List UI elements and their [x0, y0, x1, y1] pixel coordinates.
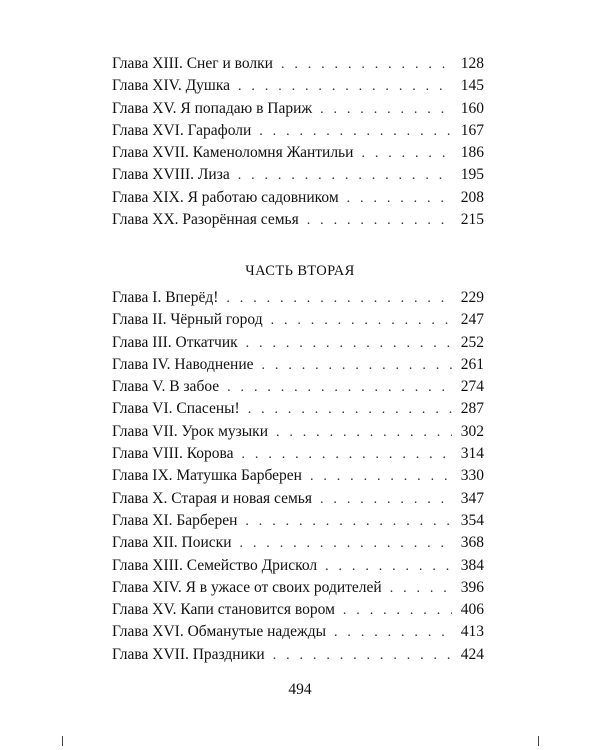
toc-entry [112, 532, 484, 554]
toc-entry-page: 167 [460, 121, 484, 139]
toc-dot-leader [240, 533, 453, 555]
toc-entry [112, 465, 484, 487]
toc-entry-title: Глава VIII. Корова [112, 445, 234, 463]
toc-entry [112, 510, 484, 532]
toc-entry [112, 75, 484, 97]
toc-entry-title: Глава XIX. Я работаю садовником [112, 188, 339, 206]
toc-entry [112, 398, 484, 420]
section-heading-part-two: ЧАСТЬ ВТОРАЯ [245, 263, 355, 279]
toc-entry-title: Глава XI. Барберен [112, 511, 238, 529]
toc-entry-page: 229 [460, 289, 484, 306]
toc-dot-leader [242, 444, 452, 466]
toc-entry [112, 421, 484, 443]
toc-entry [112, 443, 484, 465]
toc-entry-page: 413 [460, 623, 484, 641]
toc-entry-title: Глава XVI. Обманутые надежды [112, 623, 327, 641]
toc-entry-title: Глава XX. Разорённая семья [112, 211, 299, 229]
toc-entry-title: Глава II. Чёрный город [112, 311, 263, 329]
toc-dot-leader [343, 600, 452, 622]
toc-entry-title: Глава XVI. Гарафоли [112, 121, 252, 139]
toc-dot-leader [271, 310, 452, 332]
toc-entry-page: 424 [460, 645, 484, 663]
toc-entry [112, 287, 484, 309]
toc-entry-page: 261 [460, 355, 484, 373]
toc-dot-leader [248, 399, 452, 421]
toc-entry [112, 309, 484, 331]
toc-entry [112, 142, 484, 164]
toc-entry-title: Глава I. Вперёд! [112, 289, 219, 306]
toc-dot-leader [310, 466, 452, 488]
toc-dot-leader [276, 422, 452, 444]
toc-entry-title: Глава XVII. Праздники [112, 645, 265, 663]
toc-entry [112, 209, 484, 231]
toc-entry-title: Глава IX. Матушка Барберен [112, 467, 302, 485]
toc-entry-title: Глава III. Откатчик [112, 333, 238, 351]
toc-dot-leader [334, 622, 452, 644]
toc-entry [112, 621, 484, 643]
toc-dot-leader [325, 556, 452, 578]
toc-entry-page: 368 [460, 534, 484, 552]
toc-dot-leader [273, 645, 452, 667]
toc-entry-title: Глава X. Старая и новая семья [112, 489, 313, 507]
toc-dot-leader [320, 99, 452, 121]
toc-dot-leader [390, 578, 452, 600]
toc-dot-leader [307, 210, 452, 232]
toc-dot-leader [262, 355, 452, 377]
toc-entry [112, 644, 484, 666]
toc-entry-title: Глава XVIII. Лиза [112, 166, 230, 184]
toc-entry-page: 314 [460, 445, 484, 463]
toc-entry-title: Глава XIV. Душка [112, 77, 231, 95]
toc-entry-title: Глава VI. Спасены! [112, 400, 240, 418]
toc-entry-title: Глава XIV. Я в ужасе от своих родителей [112, 578, 382, 596]
toc-entry-page: 186 [460, 144, 484, 162]
toc-part-two [112, 287, 484, 666]
toc-entry-title: Глава XIII. Снег и волки [112, 55, 273, 72]
toc-entry [112, 164, 484, 186]
toc-entry [112, 53, 484, 75]
toc-entry-page: 302 [460, 422, 484, 440]
toc-entry-title: Глава VII. Урок музыки [112, 422, 268, 440]
toc-entry [112, 98, 484, 120]
toc-entry-title: Глава XVII. Каменоломня Жантильи [112, 144, 354, 162]
toc-part-one [112, 53, 484, 231]
toc-entry-page: 145 [460, 77, 484, 95]
toc-entry-page: 347 [460, 489, 484, 507]
toc-dot-leader [245, 511, 452, 533]
toc-entry-page: 160 [460, 99, 484, 117]
toc-entry-page: 406 [460, 601, 484, 619]
toc-dot-leader [238, 76, 452, 98]
toc-dot-leader [238, 165, 452, 187]
toc-entry [112, 332, 484, 354]
toc-entry-title: Глава XII. Поиски [112, 534, 232, 552]
toc-entry [112, 555, 484, 577]
crop-mark-left [62, 736, 63, 746]
toc-entry-page: 128 [460, 55, 484, 72]
toc-entry-page: 354 [460, 511, 484, 529]
toc-entry [112, 599, 484, 621]
toc-entry-page: 215 [460, 211, 484, 229]
toc-entry-title: Глава V. В забое [112, 378, 220, 396]
toc-entry-page: 247 [460, 311, 484, 329]
toc-dot-leader [361, 143, 452, 165]
toc-entry-page: 396 [460, 578, 484, 596]
toc-entry [112, 376, 484, 398]
toc-entry-title: Глава XV. Капи становится вором [112, 601, 335, 619]
toc-dot-leader [227, 377, 452, 399]
toc-entry-page: 287 [460, 400, 484, 418]
toc-entry-title: Глава IV. Наводнение [112, 355, 254, 373]
toc-entry [112, 354, 484, 376]
toc-dot-leader [281, 54, 452, 76]
toc-dot-leader [347, 188, 452, 210]
toc-entry-page: 274 [460, 378, 484, 396]
toc-entry-page: 384 [460, 556, 484, 574]
toc-entry [112, 577, 484, 599]
toc-entry-page: 195 [460, 166, 484, 184]
toc-dot-leader [259, 121, 452, 143]
toc-entry-title: Глава XV. Я попадаю в Париж [112, 99, 313, 117]
toc-dot-leader [226, 288, 452, 310]
toc-entry [112, 187, 484, 209]
toc-entry-title: Глава XIII. Семейство Дрискол [112, 556, 318, 574]
toc-entry-page: 330 [460, 467, 484, 485]
toc-entry [112, 120, 484, 142]
page-number: 494 [288, 681, 312, 698]
toc-dot-leader [320, 489, 452, 511]
toc-entry-page: 252 [460, 333, 484, 351]
toc-dot-leader [246, 333, 452, 355]
toc-entry [112, 488, 484, 510]
crop-mark-right [538, 736, 539, 746]
toc-entry-page: 208 [460, 188, 484, 206]
